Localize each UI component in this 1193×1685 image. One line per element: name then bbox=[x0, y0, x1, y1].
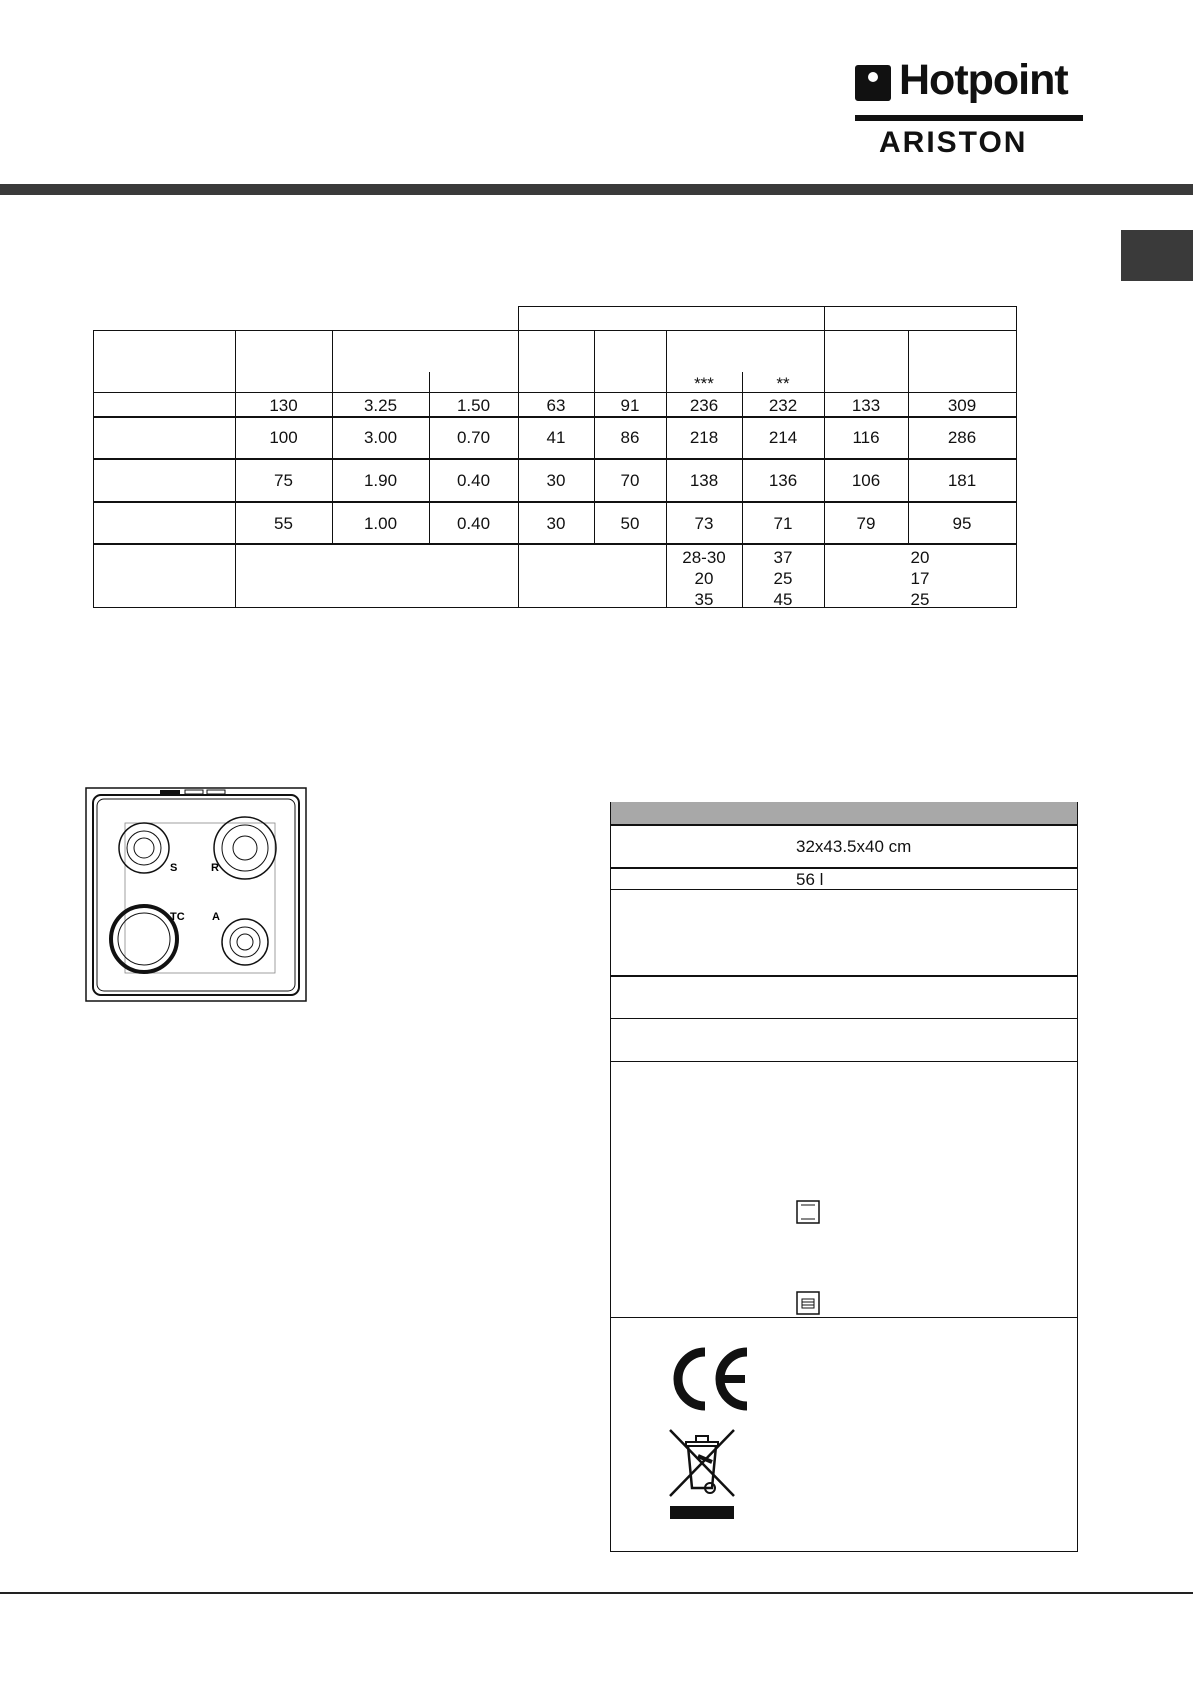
table-cell: 236 bbox=[689, 396, 719, 415]
pressure-cell: 37 bbox=[773, 548, 793, 567]
table-cell: 0.40 bbox=[456, 514, 491, 533]
table-cell: 79 bbox=[856, 514, 876, 533]
pressure-cell: 35 bbox=[694, 590, 714, 609]
table-cell: 136 bbox=[768, 471, 798, 490]
table-cell: 30 bbox=[546, 471, 566, 490]
burner-tc-icon bbox=[111, 906, 177, 972]
table-cell: 95 bbox=[952, 514, 972, 533]
pressure-cell: 17 bbox=[910, 569, 930, 588]
table-cell: 232 bbox=[768, 396, 798, 415]
table-cell: 55 bbox=[274, 514, 293, 533]
table-cell: 106 bbox=[851, 471, 881, 490]
label-s: S bbox=[170, 862, 178, 874]
table-cell: 75 bbox=[274, 471, 293, 490]
table-cell: 214 bbox=[768, 428, 798, 447]
table-cell: 3.00 bbox=[363, 428, 398, 447]
table-rule bbox=[518, 306, 519, 330]
table-cell: 3.25 bbox=[363, 396, 398, 415]
brand-subname: ARISTON bbox=[879, 126, 1028, 159]
hob-outline bbox=[86, 788, 306, 1001]
table-cell: 91 bbox=[620, 396, 640, 415]
label-tc: TC bbox=[170, 911, 185, 923]
table-cell: 218 bbox=[689, 428, 719, 447]
table-rule bbox=[93, 543, 1016, 545]
table-rule bbox=[93, 392, 1016, 393]
table-cell: 181 bbox=[947, 471, 977, 490]
table-cell: 286 bbox=[947, 428, 977, 447]
spec-dimensions: 32x43.5x40 cm bbox=[796, 837, 912, 856]
pressure-cell: 20 bbox=[910, 548, 930, 567]
footer-rule bbox=[0, 1592, 1193, 1594]
spec-header-bar bbox=[610, 802, 1078, 825]
table-rule bbox=[824, 306, 825, 330]
weee-bin-icon bbox=[668, 1428, 736, 1520]
table-cell: 138 bbox=[689, 471, 719, 490]
burner-s-icon bbox=[119, 823, 169, 873]
table-rule bbox=[93, 330, 94, 607]
brand-name: Hotpoint bbox=[899, 56, 1068, 104]
table-cell: 116 bbox=[852, 428, 880, 447]
pressure-cell: 20 bbox=[694, 569, 714, 588]
table-cell: 73 bbox=[694, 514, 714, 533]
control-slot bbox=[185, 790, 203, 794]
oven-grill-icon bbox=[796, 1291, 820, 1315]
pressure-cell: 25 bbox=[773, 569, 793, 588]
spec-table bbox=[610, 802, 1078, 1552]
table-rule bbox=[93, 458, 1016, 460]
table-cell: 1.00 bbox=[363, 514, 398, 533]
burner-r-icon bbox=[214, 817, 276, 879]
oven-energy-icon bbox=[796, 1200, 820, 1224]
spec-volume: 56 l bbox=[796, 870, 824, 889]
pressure-cell: 25 bbox=[910, 590, 930, 609]
table-rule bbox=[1016, 306, 1017, 330]
burner-a-icon bbox=[222, 919, 268, 965]
table-cell: 50 bbox=[620, 514, 640, 533]
table-cell: 0.70 bbox=[456, 428, 491, 447]
table-cell: 1.90 bbox=[363, 471, 398, 490]
control-slot bbox=[207, 790, 225, 794]
label-a: A bbox=[212, 911, 220, 923]
table-rule bbox=[93, 416, 1016, 418]
table-cell: 86 bbox=[620, 428, 640, 447]
grade-mark: *** bbox=[694, 374, 714, 393]
table-cell: 100 bbox=[269, 428, 298, 447]
table-cell: 0.40 bbox=[456, 471, 491, 490]
ce-mark-icon bbox=[668, 1346, 752, 1412]
table-rule bbox=[824, 306, 1016, 307]
table-rule bbox=[235, 543, 236, 607]
table-rule bbox=[93, 501, 1016, 503]
pressure-cell: 45 bbox=[773, 590, 793, 609]
table-rule bbox=[518, 543, 519, 607]
table-cell: 309 bbox=[947, 396, 977, 415]
table-cell: 63 bbox=[546, 396, 566, 415]
table-cell: 71 bbox=[773, 514, 793, 533]
grade-mark: ** bbox=[776, 374, 790, 393]
table-rule bbox=[518, 306, 824, 307]
table-cell: 130 bbox=[269, 396, 298, 415]
table-rule bbox=[1016, 330, 1017, 607]
hob-grid bbox=[125, 823, 275, 973]
table-rule bbox=[93, 330, 1017, 331]
table-cell: 133 bbox=[851, 396, 881, 415]
pressure-cell: 28-30 bbox=[682, 548, 726, 567]
table-cell: 70 bbox=[620, 471, 640, 490]
table-cell: 1.50 bbox=[456, 396, 491, 415]
hob-inner-outline-2 bbox=[97, 799, 295, 991]
control-slot bbox=[160, 790, 180, 794]
burner-data-table bbox=[0, 0, 1193, 640]
hob-diagram bbox=[85, 787, 307, 1002]
table-cell: 41 bbox=[546, 428, 566, 447]
label-r: R bbox=[211, 862, 219, 874]
table-cell: 30 bbox=[546, 514, 566, 533]
